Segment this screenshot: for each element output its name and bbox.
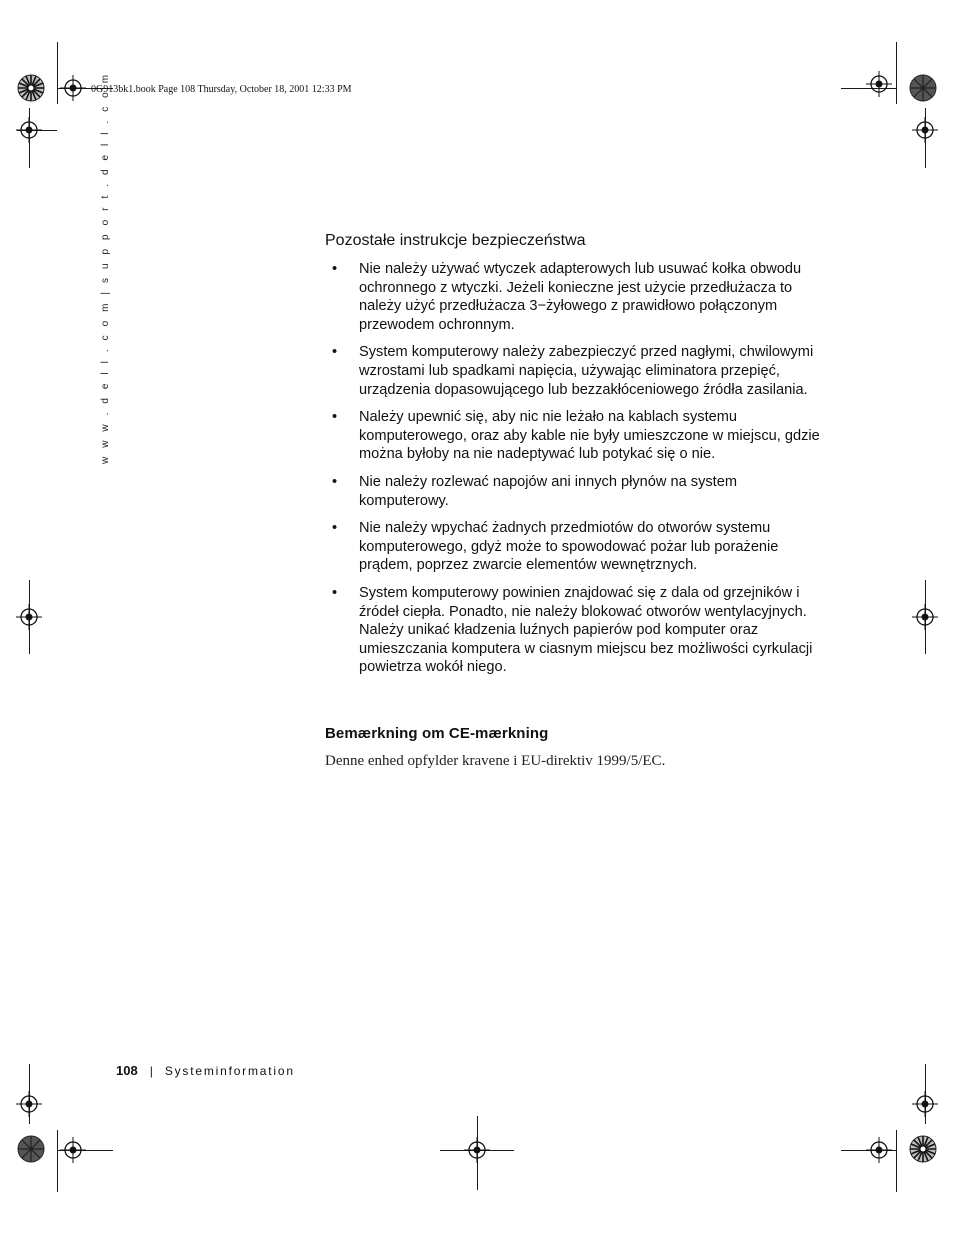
footer-chapter-title: Systeminformation	[164, 1064, 295, 1078]
list-item-text: Nie należy wpychać żadnych przedmiotów do otworów systemu komputerowego, gdyż może to spowodować pożar lub porażenie prądem, poprzez zwarcie elementów wewnętrznych.	[359, 520, 779, 574]
crop-mark	[896, 1130, 897, 1192]
section-title-ce-marking: Bemærkning om CE-mærkning	[325, 724, 549, 742]
list-item	[325, 584, 825, 677]
registration-mark-icon	[16, 117, 42, 143]
section-title-safety: Pozostałe instrukcje bezpieczeństwa	[325, 232, 586, 249]
list-item	[325, 519, 825, 575]
registration-mark-icon	[16, 1091, 42, 1117]
crop-mark	[57, 42, 58, 104]
registration-mark-icon	[866, 71, 892, 97]
star-target-icon	[909, 74, 937, 102]
registration-mark-icon	[60, 1137, 86, 1163]
list-item-text: System komputerowy powinien znajdować się z dala od grzejników i źródeł ciepła. Ponadto, nie należy blokować otworów wentylacyjnych. Należy unikać kładzenia luźnych papierów pod komputer oraz umieszczania komputera w ciasnym miejscu bez możliwości cyrkulacji powietrza wokół niego.	[359, 584, 813, 676]
star-target-icon	[909, 1135, 937, 1163]
bullet-icon: •	[332, 344, 338, 361]
page-number: 108	[116, 1063, 138, 1078]
list-item	[325, 408, 825, 464]
registration-mark-icon	[16, 604, 42, 630]
list-item	[325, 343, 825, 399]
list-item-text: Nie należy używać wtyczek adapterowych lub usuwać kołka obwodu ochronnego z wtyczki. Jeżeli konieczne jest użycie przedłużacza to należy użyć przedłużacza 3−żyłowego z prawidłowo połączonym przewodem ochronnym.	[359, 261, 802, 333]
page-footer	[116, 1062, 295, 1080]
crop-mark	[57, 1130, 58, 1192]
sidebar-url: w w w . d e l l . c o m | s u p p o r t . d e l l . c o m	[100, 71, 111, 464]
bullet-icon: •	[332, 409, 338, 426]
registration-mark-icon	[912, 604, 938, 630]
crop-mark	[896, 42, 897, 104]
registration-mark-icon	[912, 117, 938, 143]
ce-marking-body: Denne enhed opfylder kravene i EU-direktiv 1999/5/EC.	[325, 752, 666, 769]
list-item	[325, 260, 825, 334]
safety-instructions-list	[325, 260, 825, 677]
main-content	[325, 232, 825, 770]
bullet-icon: •	[332, 473, 338, 490]
bullet-icon: •	[332, 261, 338, 277]
list-item	[325, 473, 825, 510]
star-target-icon	[17, 1135, 45, 1163]
footer-separator: |	[149, 1064, 153, 1078]
registration-mark-icon	[912, 1091, 938, 1117]
list-item-text: System komputerowy należy zabezpieczyć przed nagłymi, chwilowymi wzrostami lub spadkami napięcia, używając eliminatora przepięć, urządzenia dopasowującego lub bezzakłóceniowego źródła zasilania.	[359, 344, 814, 398]
registration-mark-icon	[60, 75, 86, 101]
list-item-text: Nie należy rozlewać napojów ani innych płynów na system komputerowy.	[359, 473, 738, 509]
registration-mark-icon	[464, 1137, 490, 1163]
bullet-icon: •	[332, 584, 338, 601]
star-target-icon	[17, 74, 45, 102]
list-item-text: Należy upewnić się, aby nic nie leżało na kablach systemu komputerowego, oraz aby kable nie były umieszczone w miejscu, gdzie można byłoby na nie nadeptywać lub potykać się o nie.	[359, 409, 820, 463]
registration-mark-icon	[866, 1137, 892, 1163]
print-header: 0G913bk1.book Page 108 Thursday, October 18, 2001 12:33 PM	[91, 84, 352, 95]
bullet-icon: •	[332, 520, 338, 537]
